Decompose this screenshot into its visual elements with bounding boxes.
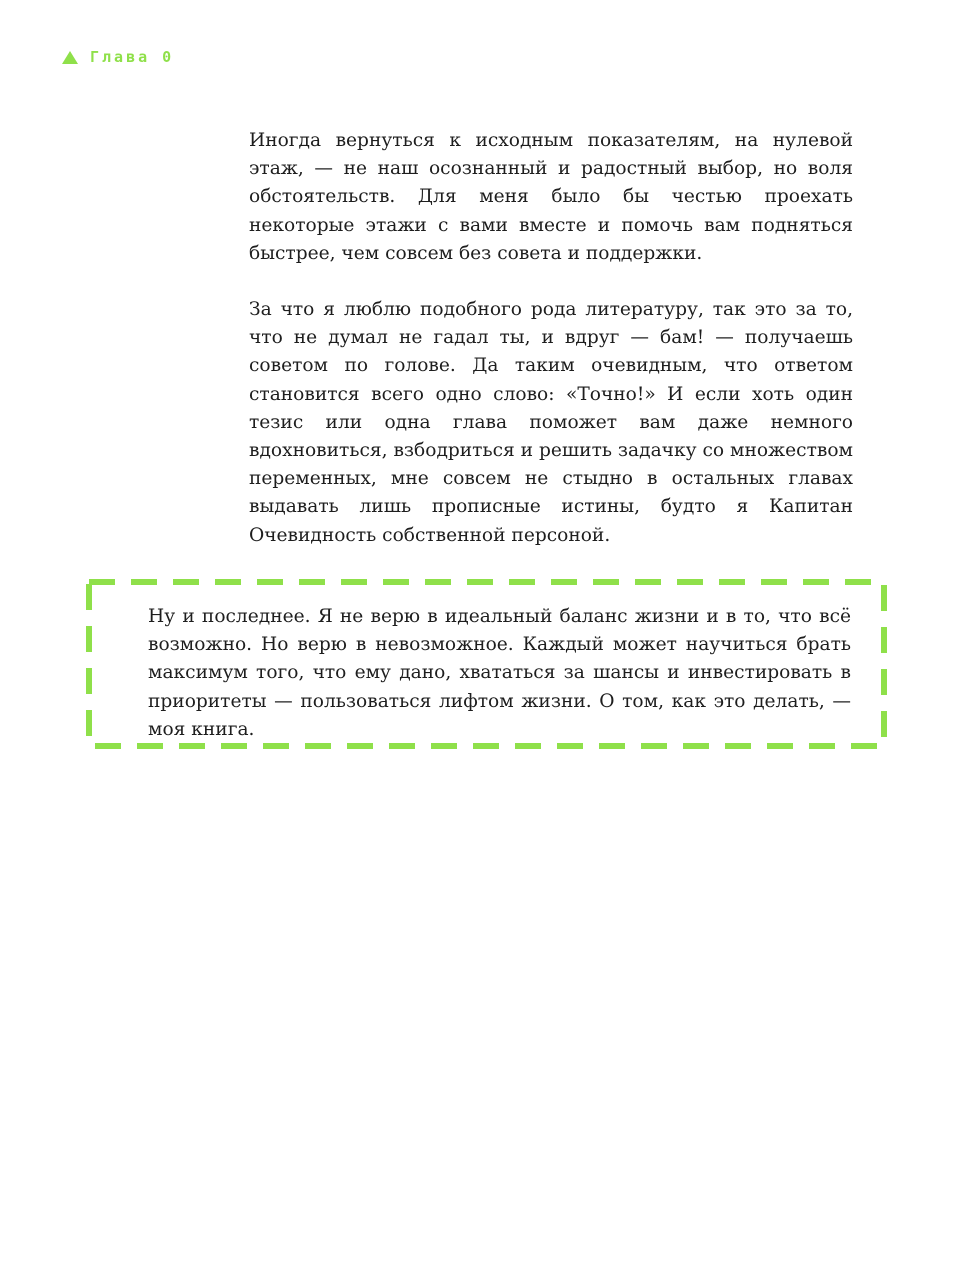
callout-box: [86, 579, 887, 749]
paragraph-2: За что я люблю подобного рода литературу, так это за то, что не думал не гадал ты, и вдруг — бам! — получаешь советом по голове. Да таким очевидным, что ответом становится всего одно слово: «Точно!» И если хоть один тезис или одна глава поможет вам даже немного вдохновиться, взбодриться и решить задачку со множеством переменных, мне совсем не стыдно в остальных главах выдавать лишь прописные истины, будто я Капитан Очевидность собственной персоной.: [249, 299, 853, 546]
callout-text: Ну и последнее. Я не верю в идеальный баланс жизни и в то, что всё возможно. Но верю в невозможное. Каждый может научиться брать максимум того, что ему дано, хвататься за шансы и инвестировать в приоритеты — пользоваться лифтом жизни. О том, как это делать, — моя книга.: [148, 606, 851, 740]
chapter-header: [62, 46, 174, 68]
body-text: [249, 127, 853, 578]
chapter-label: Глава 0: [90, 48, 175, 66]
triangle-icon: [62, 51, 78, 64]
paragraph-1: Иногда вернуться к исходным показателям, на нулевой этаж, — не наш осознанный и радостный выбор, но воля обстоятельств. Для меня было бы честью проехать некоторые этажи с вами вместе и помочь вам подняться быстрее, чем совсем без совета и поддержки.: [249, 130, 853, 264]
